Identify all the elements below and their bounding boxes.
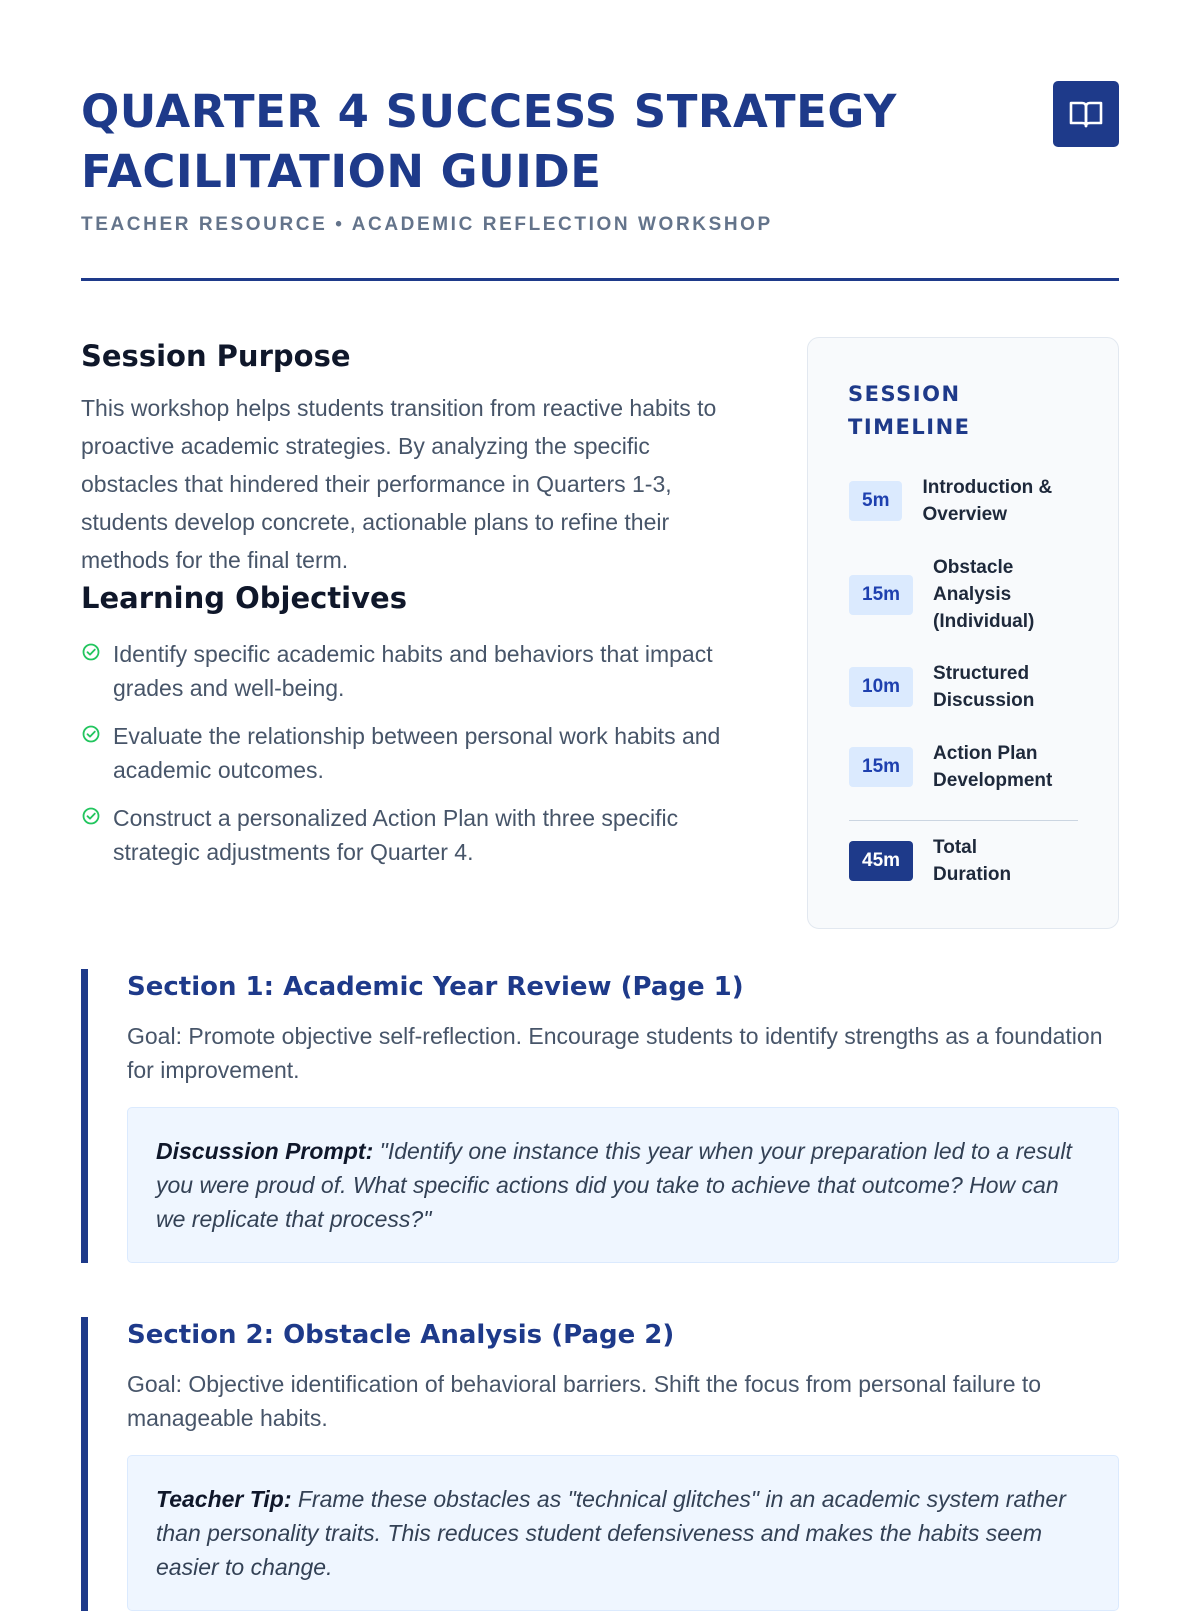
list-item <box>81 637 761 705</box>
check-circle-icon <box>81 806 113 831</box>
timeline-item <box>849 474 1072 528</box>
objective-text: Evaluate the relationship between personal work habits and academic outcomes. <box>113 723 721 783</box>
purpose-heading: Session Purpose <box>81 339 351 373</box>
teacher-tip-box <box>127 1455 1119 1611</box>
section-obstacle-analysis <box>81 1317 1119 1611</box>
prompt-label: Discussion Prompt: <box>156 1138 374 1164</box>
section-goal: Goal: Promote objective self-reflection. Encourage students to identify strengths as a foundation for improvement. <box>127 1023 1103 1083</box>
check-circle-icon <box>81 642 113 667</box>
timeline-item-label: Action Plan Development <box>933 743 1053 791</box>
main-content <box>81 337 1119 937</box>
tip-label: Teacher Tip: <box>156 1486 292 1512</box>
tip-text: Frame these obstacles as "technical glitches" in an academic system rather than personality traits. This reduces student defensiveness and makes the habits seem easier to change. <box>156 1486 1066 1580</box>
timeline-item-label: Structured Discussion <box>933 663 1035 711</box>
header-divider <box>81 278 1119 281</box>
total-duration-badge: 45m <box>849 841 913 881</box>
session-timeline-card <box>807 337 1119 929</box>
timeline-total <box>849 834 1033 888</box>
timeline-divider <box>849 820 1078 821</box>
objective-text: Construct a personalized Action Plan with three specific strategic adjustments for Quarter 4. <box>113 805 679 865</box>
purpose-text: This workshop helps students transition from reactive habits to proactive academic strategies. By analyzing the specific obstacles that hindered their performance in Quarters 1-3, students develop concrete, actionable plans to refine their methods for the final term. <box>81 395 717 573</box>
timeline-title: SESSION TIMELINE <box>848 382 971 439</box>
timeline-item <box>849 554 1053 635</box>
timeline-item <box>849 660 1053 714</box>
check-circle-icon <box>81 724 113 749</box>
discussion-prompt-box <box>127 1107 1119 1263</box>
duration-badge: 10m <box>849 667 913 707</box>
book-open-icon <box>1053 81 1119 147</box>
duration-badge: 5m <box>849 481 902 521</box>
timeline-item <box>849 740 1073 794</box>
header <box>81 0 1119 281</box>
prompt-text: "Identify one instance this year when your preparation led to a result you were proud of. What specific actions did you take to achieve that outcome? How can we replicate that process?" <box>156 1138 1072 1232</box>
list-item <box>81 801 761 869</box>
section-academic-year-review <box>81 969 1119 1263</box>
page-subtitle: TEACHER RESOURCE • ACADEMIC REFLECTION WORKSHOP <box>81 214 773 235</box>
section-title: Section 2: Obstacle Analysis (Page 2) <box>127 1320 675 1350</box>
objectives-list <box>81 637 761 869</box>
objective-text: Identify specific academic habits and behaviors that impact grades and well-being. <box>113 641 713 701</box>
page-title: QUARTER 4 SUCCESS STRATEGY FACILITATION GUIDE <box>81 85 897 198</box>
total-duration-label: Total Duration <box>933 837 1012 885</box>
objectives-heading: Learning Objectives <box>81 581 407 615</box>
duration-badge: 15m <box>849 575 913 615</box>
section-goal: Goal: Objective identification of behavioral barriers. Shift the focus from personal failure to manageable habits. <box>127 1371 1042 1431</box>
timeline-item-label: Introduction & Overview <box>922 477 1053 525</box>
duration-badge: 15m <box>849 747 913 787</box>
list-item <box>81 719 761 787</box>
timeline-item-label: Obstacle Analysis (Individual) <box>933 557 1035 632</box>
overview-column <box>81 337 761 869</box>
section-title: Section 1: Academic Year Review (Page 1) <box>127 972 744 1002</box>
